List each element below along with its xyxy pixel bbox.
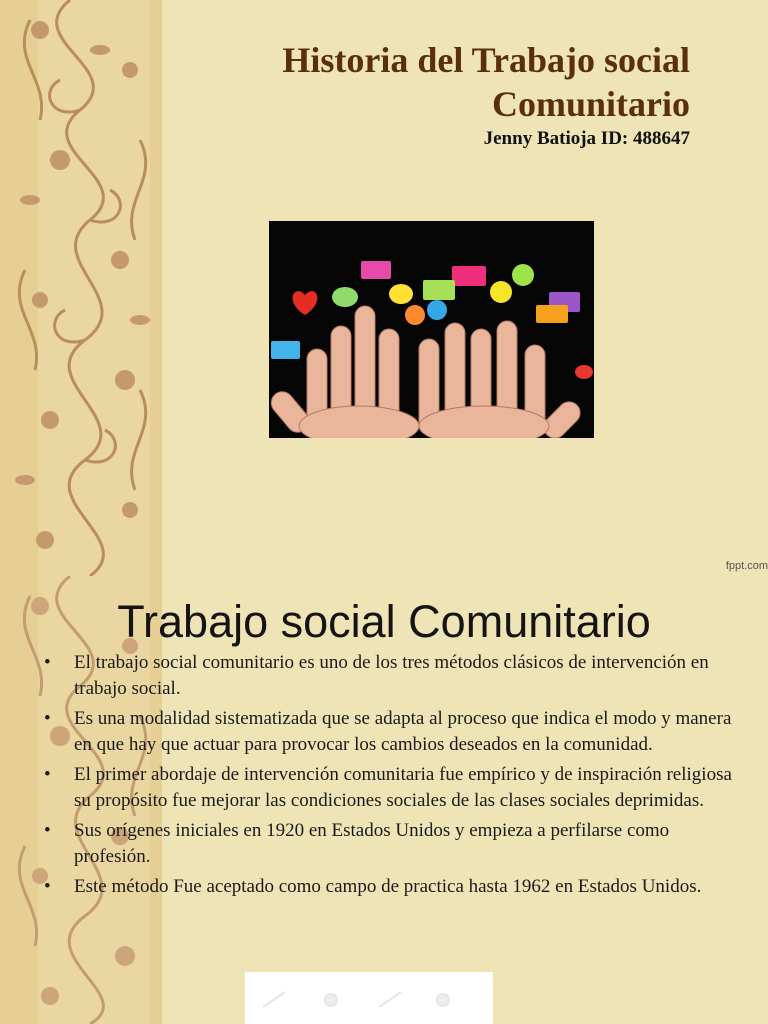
speech-bubble-icon: [536, 305, 568, 323]
floral-vine-decoration: [0, 0, 170, 576]
watermark: fppt.com: [725, 560, 768, 572]
bullet-list: [40, 650, 750, 904]
thought-bubble-icon: [332, 287, 358, 307]
speech-bubble-icon: [361, 261, 391, 279]
list-item: • Este método Fue aceptado como campo de practica hasta 1962 en Estados Unidos.: [44, 876, 702, 897]
title-line-2: Comunitario: [492, 84, 690, 124]
presentation-title: [170, 38, 690, 126]
list-item: • El primer abordaje de intervención comunitaria fue empírico y de inspiración religiosa su propósito fue mejorar las condiciones sociales de las clases sociales deprimidas.: [44, 764, 732, 811]
slide-title: Trabajo social Comunitario: [117, 596, 651, 647]
thought-bubble-icon: [512, 264, 534, 286]
heart-bubble-icon: [293, 291, 318, 315]
list-item: • El trabajo social comunitario es uno de los tres métodos clásicos de intervención en trabajo social.: [44, 652, 709, 699]
fingers-speech-bubbles-image: [269, 221, 594, 438]
author-subtitle: Jenny Batioja ID: 488647: [483, 128, 690, 149]
speech-bubble-icon: [423, 280, 455, 300]
title-line-1: Historia del Trabajo social: [282, 40, 690, 80]
thought-bubble-icon: [389, 284, 413, 304]
speech-bubble-icon: [452, 266, 486, 286]
list-item: • Es una modalidad sistematizada que se adapta al proceso que indica el modo y manera en que hay que actuar para provocar los cambios deseados en la comunidad.: [44, 708, 732, 755]
thought-bubble-icon: [490, 281, 512, 303]
slide-2: [0, 576, 768, 1024]
list-item: • Sus orígenes iniciales en 1920 en Estados Unidos y empieza a perfilarse como profesión.: [44, 820, 670, 867]
speech-bubble-icon: [271, 341, 300, 359]
next-slide-preview: [245, 972, 493, 1024]
